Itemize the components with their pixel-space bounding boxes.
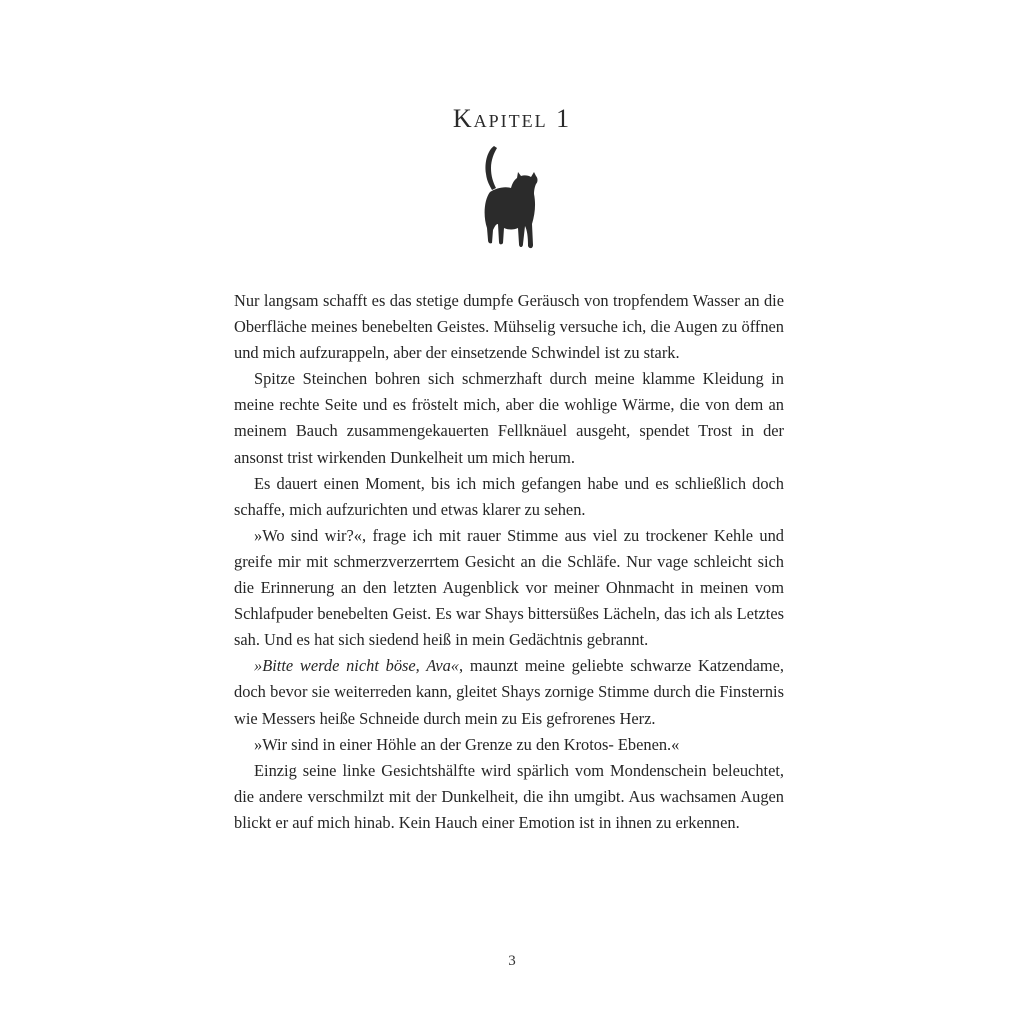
paragraph: Es dauert einen Moment, bis ich mich gefangen habe und es schließlich doch schaffe, mich aufzurichten und etwas klarer zu sehen. bbox=[234, 473, 784, 519]
cat-silhouette-icon bbox=[478, 144, 540, 250]
paragraph: »Wir sind in einer Höhle an der Grenze zu den Krotos- Ebenen.« bbox=[254, 734, 680, 754]
paragraph: Einzig seine linke Gesichtshälfte wird spärlich vom Mondenschein beleuchtet, die andere verschmilzt mit der Dunkelheit, die ihn umgibt. Aus wachsamen Augen blickt er auf mich hinab. Kein Hauch einer Emotion ist in ihnen zu erkennen. bbox=[234, 760, 784, 832]
paragraph: »Bitte werde nicht böse, Ava«, maunzt meine geliebte schwarze Katzendame, doch bevor sie weiterreden kann, gleitet Shays zornige Stimme durch die Finsternis wie Messers heiße Schneide durch mein zu Eis gefrorenes Herz. bbox=[234, 656, 784, 728]
paragraph: Spitze Steinchen bohren sich schmerzhaft durch meine klamme Kleidung in meine rechte Seite und es fröstelt mich, aber die wohlige Wärme, die von dem an meinem Bauch zusammengekauerten Fellknäuel ausgeht, spendet Trost in der ansonst trist wirkenden Dunkelheit um mich herum. bbox=[234, 369, 784, 467]
chapter-title: Kapitel 1 bbox=[452, 104, 572, 133]
chapter-body bbox=[234, 288, 784, 836]
italic-dialogue: »Bitte werde nicht böse, Ava« bbox=[254, 656, 459, 676]
paragraph: »Wo sind wir?«, frage ich mit rauer Stimme aus viel zu trockener Kehle und greife mir mit schmerzverzerrtem Gesicht an die Schläfe. Nur vage schleicht sich die Erinnerung an den letzten Augenblick vor meiner Ohnmacht in meinen vom Schlafpuder benebelten Geist. Es war Shays bittersüßes Lächeln, das ich als Letztes sah. Und es hat sich siedend heiß in mein Gedächtnis gebrannt. bbox=[234, 525, 784, 650]
page-number: 3 bbox=[508, 953, 516, 969]
paragraph: Nur langsam schafft es das stetige dumpfe Geräusch von tropfendem Wasser an die Oberfläche meines benebelten Geistes. Mühselig versuche ich, die Augen zu öffnen und mich aufzurappeln, aber der einsetzende Schwindel ist zu stark. bbox=[234, 291, 784, 363]
